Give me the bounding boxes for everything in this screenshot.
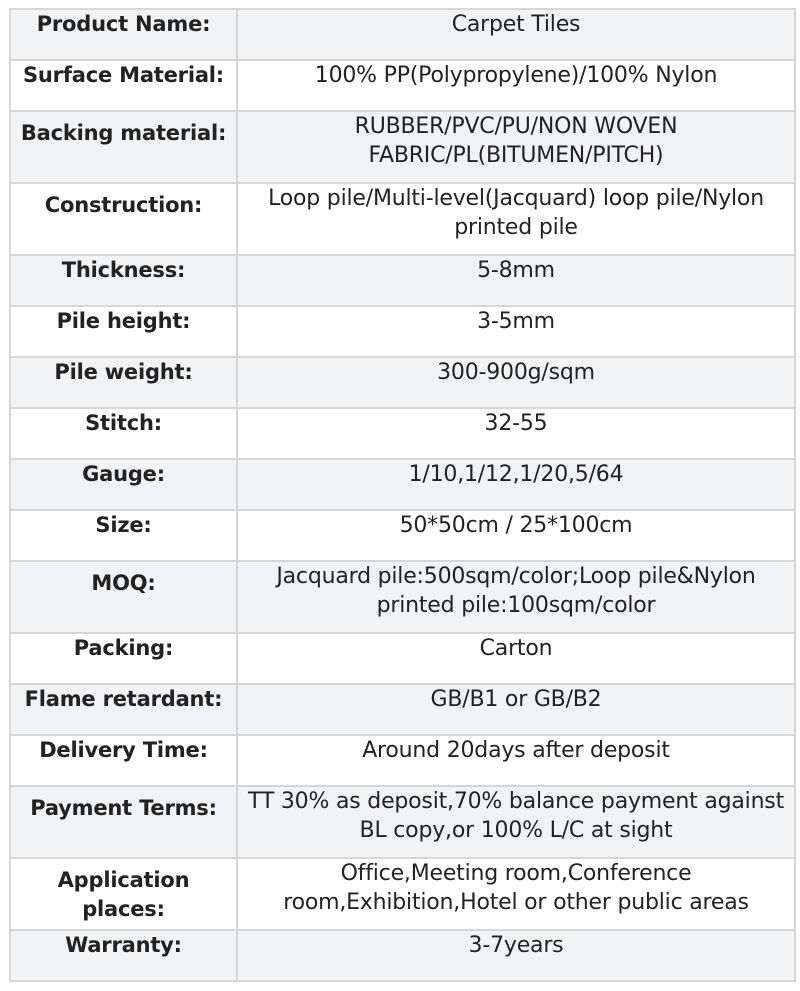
spec-row-moq [10, 561, 795, 633]
spec-label: Gauge: [10, 459, 237, 510]
spec-value: Office,Meeting room,Conference room,Exhibition,Hotel or other public areas [237, 858, 795, 930]
spec-value: 1/10,1/12,1/20,5/64 [237, 459, 795, 510]
spec-label: Size: [10, 510, 237, 561]
spec-row-backing-material [10, 111, 795, 183]
spec-row-thickness [10, 255, 795, 306]
spec-label: Product Name: [10, 9, 237, 60]
spec-row-delivery-time [10, 735, 795, 786]
spec-label: Application places: [10, 858, 237, 930]
spec-label: Construction: [10, 183, 237, 255]
spec-value: 5-8mm [237, 255, 795, 306]
spec-label: Payment Terms: [10, 786, 237, 858]
spec-row-product-name [10, 9, 795, 60]
spec-label: Delivery Time: [10, 735, 237, 786]
spec-row-pile-height [10, 306, 795, 357]
spec-value: 50*50cm / 25*100cm [237, 510, 795, 561]
spec-value: Loop pile/Multi-level(Jacquard) loop pile/Nylon printed pile [237, 183, 795, 255]
spec-value: Jacquard pile:500sqm/color;Loop pile&Nylon printed pile:100sqm/color [237, 561, 795, 633]
spec-row-application-places [10, 858, 795, 930]
spec-row-flame-retardant [10, 684, 795, 735]
spec-row-stitch [10, 408, 795, 459]
spec-value: Carton [237, 633, 795, 684]
spec-value: Around 20days after deposit [237, 735, 795, 786]
spec-label: Pile weight: [10, 357, 237, 408]
spec-row-construction [10, 183, 795, 255]
spec-value: 3-5mm [237, 306, 795, 357]
spec-row-packing [10, 633, 795, 684]
spec-label: Backing material: [10, 111, 237, 183]
spec-label: MOQ: [10, 561, 237, 633]
spec-row-gauge [10, 459, 795, 510]
product-spec-table [9, 8, 796, 982]
spec-value: GB/B1 or GB/B2 [237, 684, 795, 735]
spec-label: Surface Material: [10, 60, 237, 111]
spec-label: Packing: [10, 633, 237, 684]
spec-value: TT 30% as deposit,70% balance payment against BL copy,or 100% L/C at sight [237, 786, 795, 858]
spec-row-payment-terms [10, 786, 795, 858]
spec-label: Stitch: [10, 408, 237, 459]
spec-label: Thickness: [10, 255, 237, 306]
spec-row-size [10, 510, 795, 561]
spec-label: Warranty: [10, 930, 237, 981]
spec-value: 100% PP(Polypropylene)/100% Nylon [237, 60, 795, 111]
spec-label: Pile height: [10, 306, 237, 357]
spec-row-pile-weight [10, 357, 795, 408]
spec-value: 300-900g/sqm [237, 357, 795, 408]
spec-value: Carpet Tiles [237, 9, 795, 60]
spec-value: 32-55 [237, 408, 795, 459]
spec-row-surface-material [10, 60, 795, 111]
spec-value: RUBBER/PVC/PU/NON WOVEN FABRIC/PL(BITUMEN/PITCH) [237, 111, 795, 183]
spec-value: 3-7years [237, 930, 795, 981]
spec-label: Flame retardant: [10, 684, 237, 735]
spec-row-warranty [10, 930, 795, 981]
